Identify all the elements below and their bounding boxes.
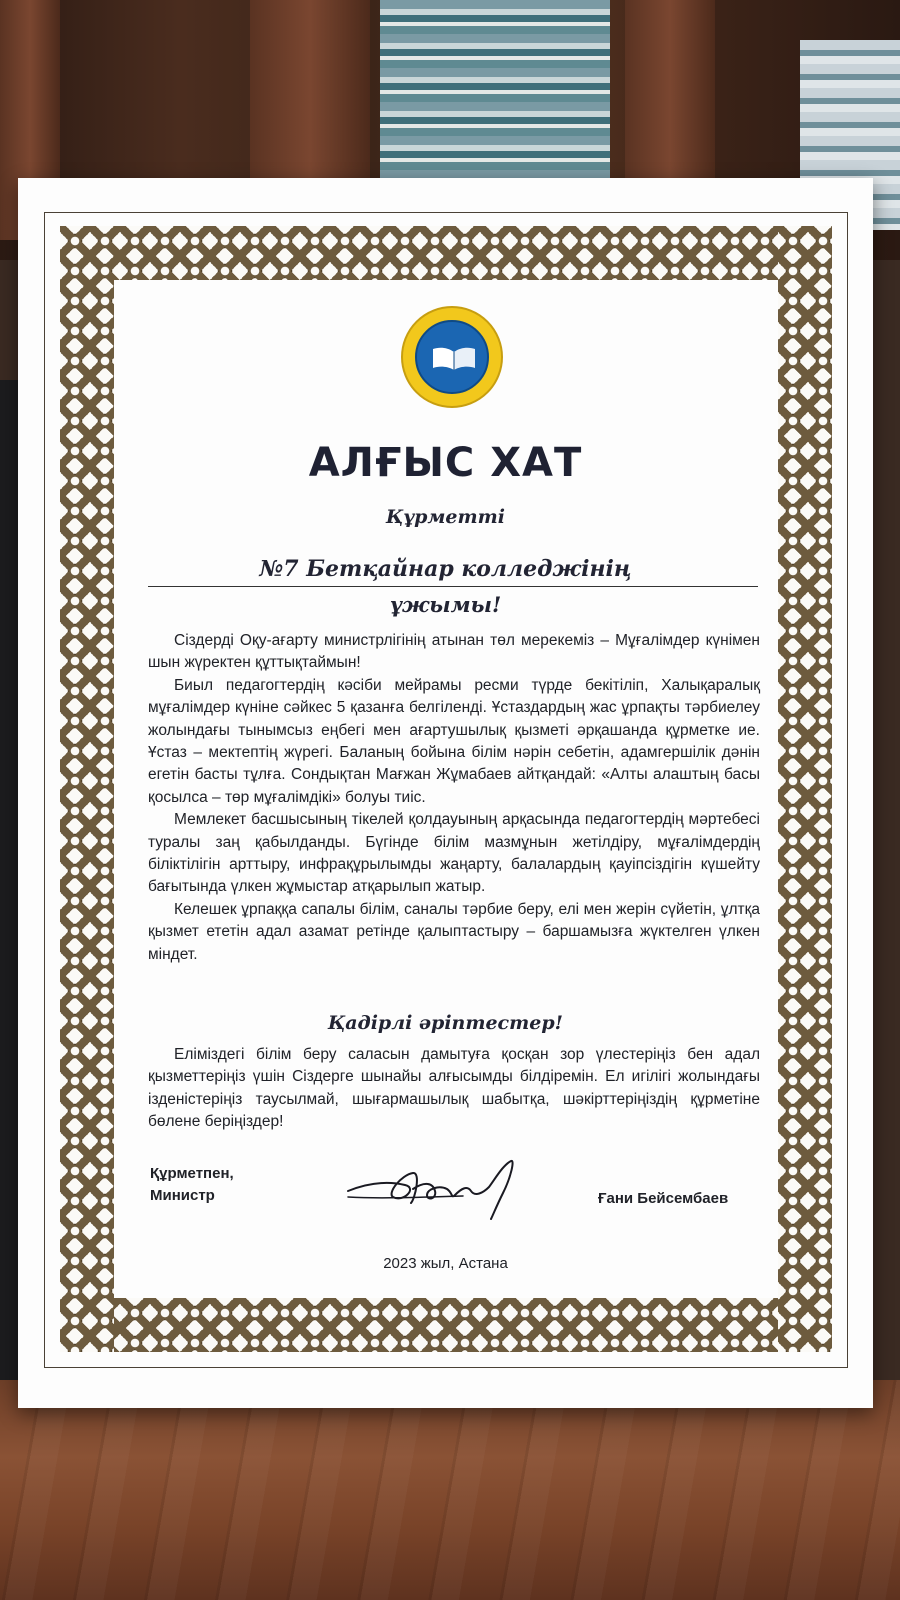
ornament-border-left [60, 226, 114, 1352]
sign-respect: Құрметпен, [150, 1165, 234, 1182]
book-stack [380, 0, 610, 190]
desk-grain [0, 1380, 900, 1600]
body-paragraph: Келешек ұрпаққа сапалы білім, саналы тәрбие беру, елі мен жерін сүйетін, ұлтқа қызмет ететін адал азамат ретінде қалыптастыру – баршамызға жүктелген үлкен міндет. [148, 900, 760, 963]
date-place: 2023 жыл, Астана [383, 1255, 508, 1272]
closing-body [148, 1044, 760, 1134]
body-paragraph: Биыл педагогтердің кәсіби мейрамы ресми түрде бекітіліп, Халықаралық мұғалімдер күніне сәйкес 5 қазанға белгіленді. Ұстаздардың жас ұрпақты тәрбиелеу жолындағы тынымсыз еңбегі мен ағартушылық қызметі әрқашанда құрметке ие. Ұстаз – мектептің жүрегі. Баланың бойына білім нәрін себетін, адамгершілік дәнін егетін басты тұлға. Сондықтан Мағжан Жұмабаев айтқандай: «Алты алаштың басы қосылса – төр мұғалімдікі» болуы тиіс. [148, 676, 760, 806]
ornament-border-top [60, 226, 832, 280]
body-paragraph: Мемлекет басшысының тікелей қолдауының арқасында педагогтердің мәртебесі туралы заң қабылданды. Бүгінде білім мазмұнын жетілдіру, мұғалімдердің біліктілігін арттыру, инфрақұрылымды жаңарту, балалардың қауіпсіздігін күшейту бағытында үлкен жұмыстар атқарылып жатыр. [148, 811, 760, 896]
emblem-center [415, 320, 489, 394]
letter-title: АЛҒЫС ХАТ [308, 440, 583, 486]
ornament-border-right [778, 226, 832, 1352]
sign-position: Министр [150, 1187, 215, 1204]
body-paragraph: Сіздерді Оқу-ағарту министрлігінің атынан төл мерекеміз – Мұғалімдер күнімен шын жүректен құттықтаймын! [148, 632, 760, 672]
signature-block-left [150, 1163, 234, 1207]
recipient-underline [148, 586, 758, 587]
recipient-line-1: №7 Бетқайнар колледжінің [259, 556, 632, 582]
colleagues-heading: Қадірлі әріптестер! [328, 1012, 563, 1034]
letter-paper [18, 178, 873, 1408]
minister-name: Ғани Бейсембаев [598, 1190, 729, 1207]
dark-object-left [0, 380, 18, 1380]
recipient-line-2: ұжымы! [389, 592, 502, 617]
ministry-emblem [401, 306, 503, 408]
greeting: Құрметті [386, 506, 505, 528]
closing-paragraph: Еліміздегі білім беру саласын дамытуға қосқан зор үлестеріңіз бен адал қызметтеріңіз үшін Сіздерге шынайы алғысымды білдіремін. Ел игілігі жолындағы ізденістеріңіз таусылмай, шығармашылық шабытқа, шәкірттеріңіздің құрметіне бөлене беріңіздер! [148, 1046, 760, 1131]
open-book-icon [431, 346, 477, 372]
ornament-border-bottom [60, 1298, 832, 1352]
handwritten-signature [343, 1153, 533, 1223]
letter-body [148, 630, 760, 966]
